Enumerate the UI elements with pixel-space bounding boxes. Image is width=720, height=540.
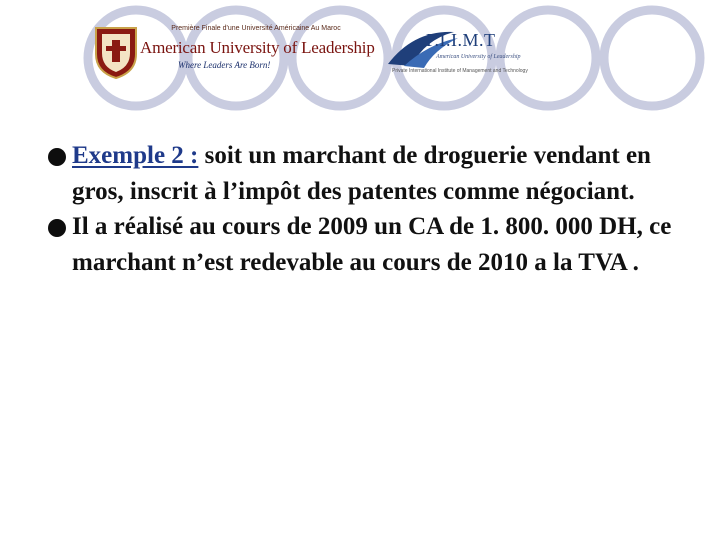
bullet-paragraph-1 bbox=[48, 138, 688, 209]
slide-body bbox=[48, 138, 688, 280]
piimt-logo bbox=[384, 24, 559, 80]
bullet-paragraph-2 bbox=[48, 209, 688, 280]
logo-top-line: Première Finale d'une Université Américaine Au Maroc bbox=[171, 25, 341, 32]
paragraph-text: soit un marchant de droguerie vendant en gros, inscrit à l’impôt des patentes comme négociant. bbox=[72, 142, 651, 205]
piimt-title: P.I.I.M.T bbox=[426, 30, 496, 50]
logo-university-name: American University of Leadership bbox=[140, 38, 375, 57]
piimt-description: Private International Institute of Management and Technology bbox=[392, 68, 528, 74]
example-heading: Exemple 2 : bbox=[72, 142, 199, 169]
piimt-subtitle: American University of Leadership bbox=[436, 54, 521, 60]
university-seal-icon bbox=[92, 22, 140, 80]
paragraph-text: Il a réalisé au cours de 2009 un CA de 1. 800. 000 DH, ce marchant n’est redevable au cours de 2010 a la TVA . bbox=[72, 213, 672, 276]
american-university-logo bbox=[92, 22, 375, 80]
bullet-icon bbox=[48, 219, 66, 237]
logo-tagline: Where Leaders Are Born! bbox=[178, 60, 271, 70]
bullet-icon bbox=[48, 148, 66, 166]
